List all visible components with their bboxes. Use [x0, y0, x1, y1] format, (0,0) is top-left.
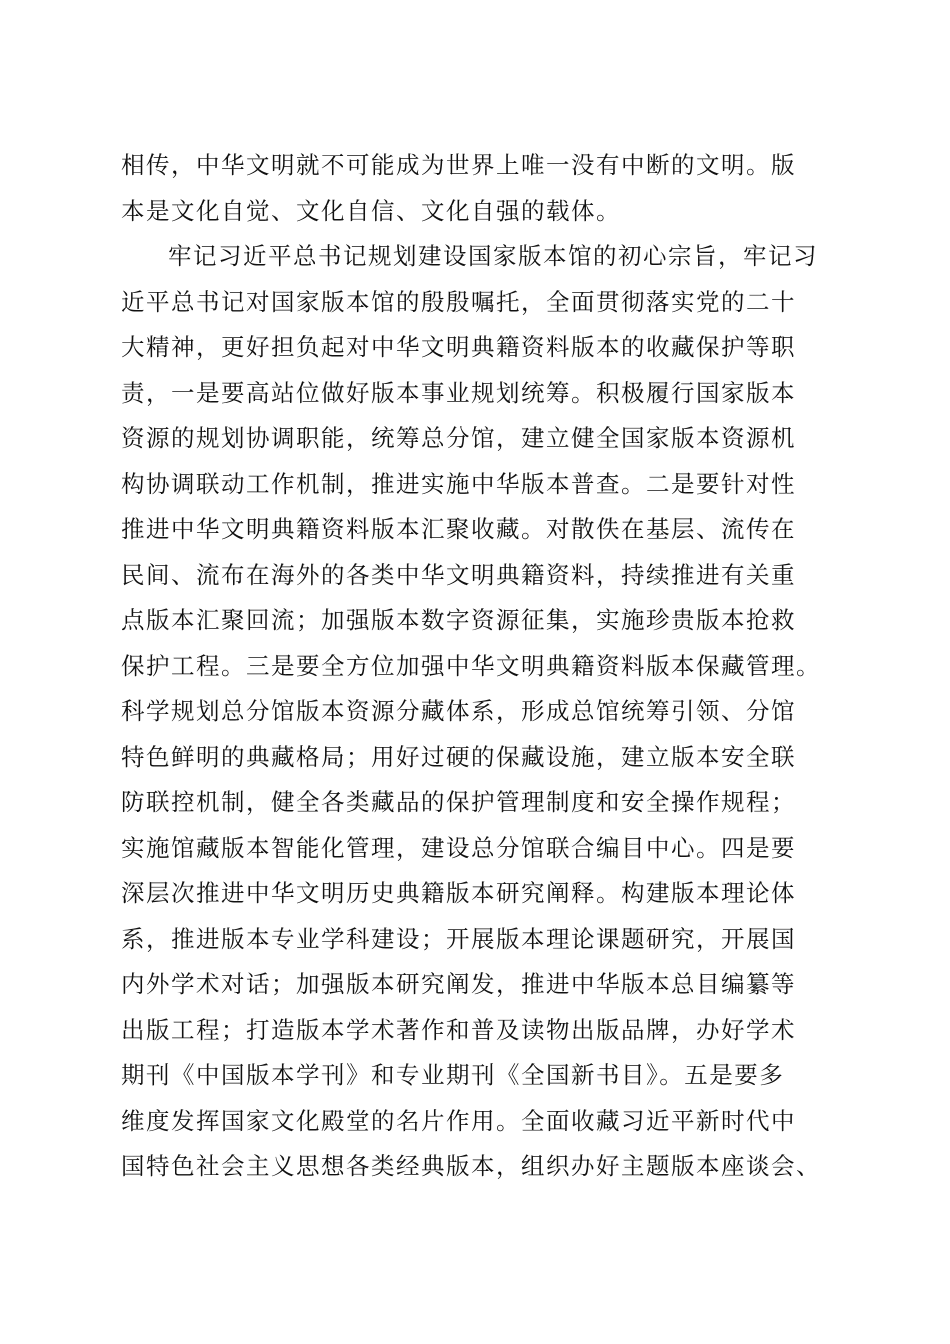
text-line: 大精神，更好担负起对中华文明典籍资料版本的收藏保护等职: [121, 333, 796, 361]
text-line: 推进中华文明典籍资料版本汇聚收藏。对散佚在基层、流传在: [121, 515, 796, 543]
text-line: 本是文化自觉、文化自信、文化自强的载体。: [121, 196, 621, 225]
text-line: 实施馆藏版本智能化管理，建设总分馆联合编目中心。四是要: [121, 833, 796, 862]
text-line: 牢记习近平总书记规划建设国家版本馆的初心宗旨，牢记习: [168, 242, 818, 270]
text-line: 民间、流布在海外的各类中华文明典籍资料，持续推进有关重: [121, 560, 796, 589]
body-text: [121, 143, 841, 1190]
text-line: 科学规划总分馆版本资源分藏体系，形成总馆统筹引领、分馆: [121, 697, 796, 725]
text-line: 期刊《中国版本学刊》和专业期刊《全国新书目》。五是要多: [121, 1061, 785, 1089]
paragraph-2: [121, 234, 841, 1190]
text-line: 深层次推进中华文明历史典籍版本研究阐释。构建版本理论体: [121, 879, 796, 907]
text-line: 内外学术对话；加强版本研究阐发，推进中华版本总目编纂等: [121, 970, 796, 998]
text-line: 特色鲜明的典藏格局；用好过硬的保藏设施，建立版本安全联: [121, 742, 796, 771]
text-line: 资源的规划协调职能，统筹总分馆，建立健全国家版本资源机: [121, 424, 796, 452]
text-line: 相传，中华文明就不可能成为世界上唯一没有中断的文明。版: [121, 151, 796, 179]
text-line: 系，推进版本专业学科建设；开展版本理论课题研究，开展国: [121, 924, 796, 953]
text-line: 点版本汇聚回流；加强版本数字资源征集，实施珍贵版本抢救: [121, 606, 796, 634]
text-line: 近平总书记对国家版本馆的殷殷嘱托，全面贯彻落实党的二十: [121, 287, 796, 316]
text-line: 构协调联动工作机制，推进实施中华版本普查。二是要针对性: [121, 469, 796, 498]
text-line: 责，一是要高站位做好版本事业规划统筹。积极履行国家版本: [121, 378, 796, 407]
text-line: 保护工程。三是要全方位加强中华文明典籍资料版本保藏管理。: [121, 651, 821, 680]
paragraph-1: [121, 143, 841, 234]
text-line: 维度发挥国家文化殿堂的名片作用。全面收藏习近平新时代中: [121, 1106, 796, 1135]
text-line: 国特色社会主义思想各类经典版本，组织办好主题版本座谈会、: [121, 1152, 821, 1180]
text-line: 防联控机制，健全各类藏品的保护管理制度和安全操作规程；: [121, 788, 796, 816]
text-line: 出版工程；打造版本学术著作和普及读物出版品牌，办好学术: [121, 1015, 796, 1044]
